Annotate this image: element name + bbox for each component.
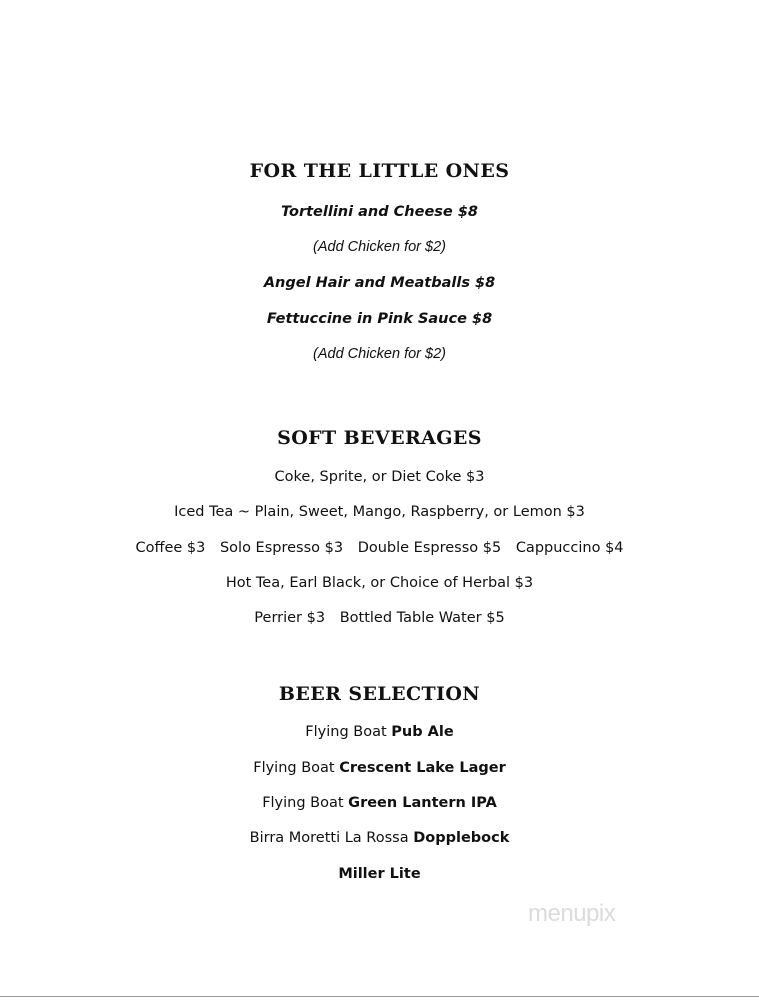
beer-name: Dopplebock [413,830,510,846]
kids-menu-item: Tortellini and Cheese $8 [280,204,478,220]
kids-menu-item: Fettuccine in Pink Sauce $8 [266,311,493,327]
beer-brand: Flying Boat [253,760,340,776]
beer-item [0,864,759,884]
beer-selection-heading: BEER SELECTION [278,683,481,705]
little-ones-heading: FOR THE LITTLE ONES [249,160,510,182]
beverage-item: Perrier $3 [254,610,326,626]
beer-brand: Flying Boat [262,795,349,811]
beer-item [0,758,759,778]
beer-brand: Flying Boat [305,724,392,740]
beer-item [0,793,759,813]
coffee-line [0,538,759,558]
watermark-text: menupix [528,900,616,927]
beverage-line: Hot Tea, Earl Black, or Choice of Herbal $3 [225,575,534,591]
beer-name: Miller Lite [338,866,421,882]
beverage-item: Double Espresso $5 [357,540,502,556]
water-line [0,608,759,628]
beer-item [0,722,759,742]
kids-menu-note: (Add Chicken for $2) [313,239,446,255]
soft-beverages-heading: SOFT BEVERAGES [277,427,482,449]
beverage-item: Cappuccino $4 [515,540,624,556]
beer-item [0,828,759,848]
beverage-line: Iced Tea ~ Plain, Sweet, Mango, Raspberry, or Lemon $3 [174,504,585,520]
beverage-item: Bottled Table Water $5 [339,610,505,626]
beer-brand: Birra Moretti La Rossa [249,830,414,846]
kids-menu-note: (Add Chicken for $2) [313,346,446,362]
beverage-line: Coke, Sprite, or Diet Coke $3 [274,469,485,485]
beer-name: Crescent Lake Lager [339,760,506,776]
beer-name: Green Lantern IPA [348,795,497,811]
beverage-item: Coffee $3 [135,540,206,556]
beer-name: Pub Ale [391,724,454,740]
beverage-item: Solo Espresso $3 [219,540,344,556]
menupix-watermark [520,888,710,938]
bottom-divider [0,996,759,997]
kids-menu-item: Angel Hair and Meatballs $8 [263,275,496,291]
